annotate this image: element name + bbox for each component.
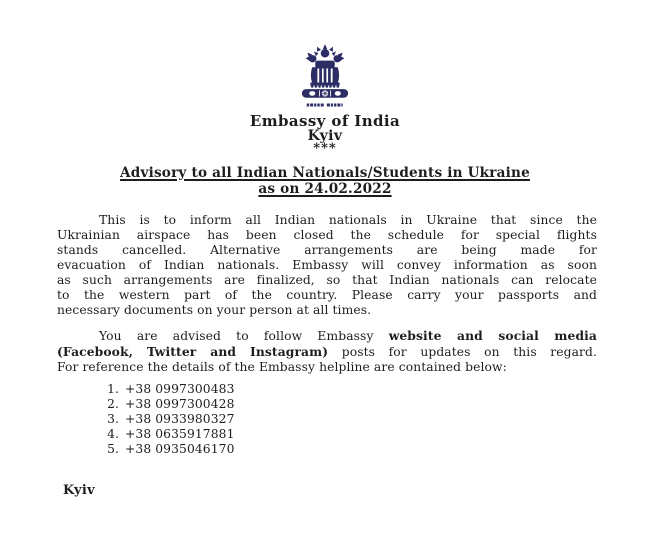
paragraph-2-line	[57, 328, 597, 344]
body-text	[57, 213, 597, 498]
helpline-item	[104, 442, 597, 457]
helpline-item	[104, 412, 597, 427]
paragraph-2-line: For reference the details of the Embassy helpline are contained below:	[57, 360, 507, 374]
helpline-item	[104, 382, 597, 397]
org-name: Embassy of India	[249, 112, 401, 130]
helpline-phone-number: +38 0997300483	[125, 382, 235, 396]
paragraph-1-line: evacuation of Indian nationals. Embassy will convey information as soon	[57, 258, 597, 272]
advisory-heading	[0, 166, 650, 197]
paragraph-1	[57, 213, 597, 318]
helpline-item-index: 3.	[107, 412, 119, 426]
state-emblem-of-india-icon	[297, 44, 353, 110]
paragraph-1-line: to the western part of the country. Please carry your passports and	[57, 288, 597, 302]
helpline-phone-number: +38 0933980327	[125, 412, 235, 426]
paragraph-2-bold-text: website and social media	[388, 328, 597, 343]
paragraph-2-text: You are advised to follow Embassy	[99, 329, 374, 343]
org-city: Kyiv	[307, 128, 343, 144]
helpline-item	[104, 427, 597, 442]
helpline-item-index: 2.	[107, 397, 119, 411]
helpline-item-index: 1.	[107, 382, 119, 396]
paragraph-2	[57, 328, 597, 375]
helpline-phone-number: +38 0997300428	[125, 397, 235, 411]
advisory-heading-line1: Advisory to all Indian Nationals/Students in Ukraine	[120, 165, 530, 181]
paragraph-1-line: necessary documents on your person at all times.	[57, 303, 372, 317]
advisory-heading-line2: as on 24.02.2022	[258, 180, 392, 197]
paragraph-1-line: Ukrainian airspace has been closed the schedule for special flights	[57, 228, 597, 242]
helpline-list	[57, 382, 597, 457]
paragraph-2-text: posts for updates on this regard.	[341, 345, 598, 359]
paragraph-2-line	[57, 344, 597, 360]
paragraph-2-bold-text: (Facebook, Twitter and Instagram)	[57, 344, 329, 359]
letterhead	[0, 113, 650, 154]
helpline-item-index: 5.	[107, 442, 119, 456]
paragraph-1-line: as such arrangements are finalized, so that Indian nationals can relocate	[57, 273, 597, 287]
helpline-phone-number: +38 0635917881	[125, 427, 235, 441]
paragraph-1-line: stands cancelled. Alternative arrangements are being made for	[57, 243, 597, 257]
separator-asterisks: ***	[313, 141, 337, 156]
helpline-item-index: 4.	[107, 427, 119, 441]
signoff-city: Kyiv	[63, 483, 95, 498]
helpline-item	[104, 397, 597, 412]
emblem-row	[0, 0, 650, 110]
paragraph-1-line: This is to inform all Indian nationals in Ukraine that since the	[99, 213, 597, 227]
helpline-phone-number: +38 0935046170	[125, 442, 235, 456]
